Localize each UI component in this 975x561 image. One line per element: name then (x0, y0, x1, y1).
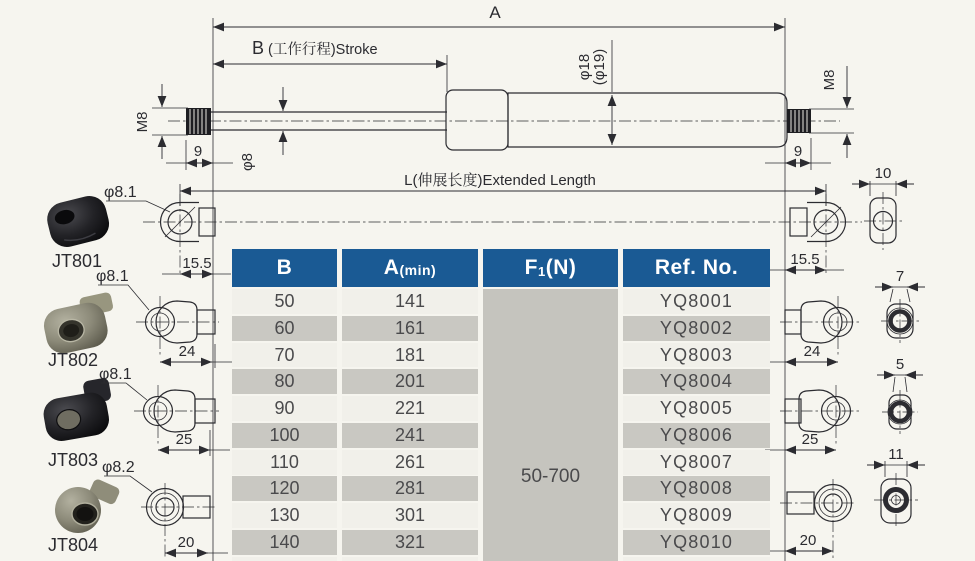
dim-label-9-left: 9 (193, 143, 203, 160)
table-cell: 100 (232, 423, 337, 448)
header-b-label: B (276, 256, 293, 279)
end-view-3 (877, 375, 923, 434)
header-f-sub-label: 1 (537, 264, 546, 279)
dim-label-25-right: 25 (801, 431, 819, 448)
leader-jt801 (106, 201, 170, 212)
table-cell: 120 (232, 476, 337, 501)
fitting-label-jt804: JT804 (48, 535, 99, 555)
table-cell: 80 (232, 369, 337, 394)
table-cell-partial (342, 557, 478, 561)
table-cell: YQ8002 (623, 316, 770, 341)
header-f-rest-label: (N) (545, 256, 577, 279)
table-cell: YQ8005 (623, 396, 770, 421)
dim-label-15-5-left: 15.5 (182, 255, 212, 272)
table-cell: 221 (342, 396, 478, 421)
header-a-sub-label: (min) (399, 261, 437, 278)
table-cell: 110 (232, 450, 337, 475)
column-header-b (232, 249, 337, 287)
force-range-merged-cell (483, 289, 618, 561)
column-header-f1 (483, 249, 618, 287)
table-cell: YQ8008 (623, 476, 770, 501)
hole-dia-label-jt801: φ8.1 (104, 184, 137, 201)
table-cell: 281 (342, 476, 478, 501)
cylinder-body (446, 90, 787, 150)
dim-label-9-right: 9 (793, 143, 803, 160)
header-ref-label: Ref. No. (654, 256, 739, 279)
table-cell: YQ8004 (623, 369, 770, 394)
hole-dia-label-jt802: φ8.1 (96, 268, 129, 285)
table-cell: 161 (342, 316, 478, 341)
dim-label-b-rest: (工作行程)Stroke (268, 42, 378, 58)
table-column-ref-no (623, 249, 770, 561)
dim-m8-left (152, 84, 188, 159)
dim-label-5: 5 (895, 356, 905, 373)
table-column-f1 (483, 249, 618, 561)
table-cell: 241 (342, 423, 478, 448)
table-cell-partial (232, 557, 337, 561)
table-cell: YQ8009 (623, 503, 770, 528)
end-view-1 (852, 181, 914, 250)
header-f-label: F (524, 256, 538, 279)
end-view-2 (875, 287, 925, 343)
fitting-label-jt802: JT802 (48, 350, 99, 370)
fitting-photo-jt802 (40, 292, 121, 357)
fitting-photo-jt803 (39, 377, 117, 443)
table-cell: YQ8006 (623, 423, 770, 448)
table-cell: 141 (342, 289, 478, 314)
dim-label-7: 7 (895, 268, 905, 285)
table-cell: YQ8007 (623, 450, 770, 475)
dim-label-l: L(伸展长度)Extended Length (404, 172, 596, 189)
table-cell: 321 (342, 530, 478, 555)
dim-label-phi8: φ8 (239, 152, 256, 172)
force-range-value: 50-700 (520, 466, 581, 487)
table-cell: 181 (342, 343, 478, 368)
table-cell: 140 (232, 530, 337, 555)
thread-stud-left (186, 108, 211, 135)
dim-label-24-right: 24 (803, 343, 821, 360)
end-view-4 (867, 461, 925, 527)
hole-dia-label-jt803: φ8.1 (99, 366, 132, 383)
table-cell: YQ8010 (623, 530, 770, 555)
dim-label-m8-right: M8 (821, 69, 838, 91)
column-header-ref-no (623, 249, 770, 287)
dim-label-m8-left: M8 (134, 111, 151, 133)
table-cell: 60 (232, 316, 337, 341)
table-cell: 201 (342, 369, 478, 394)
fitting-label-jt801: JT801 (52, 251, 103, 271)
dim-label-phi18: φ18 (576, 53, 593, 81)
dim-label-b-prefix: B (252, 38, 265, 58)
table-cell: YQ8003 (623, 343, 770, 368)
dim-label-a: A (489, 3, 501, 22)
hole-dia-label-jt804: φ8.2 (102, 459, 135, 476)
table-cell: 130 (232, 503, 337, 528)
dim-label-11: 11 (888, 446, 904, 463)
top-view-gas-spring (134, 3, 854, 171)
table-cell: 90 (232, 396, 337, 421)
table-cell: YQ8001 (623, 289, 770, 314)
fitting-photo-jt804 (55, 478, 121, 533)
dim-label-24-left: 24 (178, 343, 196, 360)
dim-label-phi19: (φ19) (591, 48, 608, 86)
table-column-a-min (342, 249, 478, 561)
dim-label-20-right: 20 (799, 532, 817, 549)
table-cell: 301 (342, 503, 478, 528)
header-a-label: A (383, 256, 400, 279)
table-cell: 70 (232, 343, 337, 368)
table-cell-partial (623, 557, 770, 561)
fitting-label-jt803: JT803 (48, 450, 99, 470)
dim-label-20-left: 20 (177, 534, 195, 551)
dim-label-25-left: 25 (175, 431, 193, 448)
table-cell: 50 (232, 289, 337, 314)
dim-label-10: 10 (874, 165, 892, 182)
table-column-b (232, 249, 337, 561)
fitting-photo-jt801 (44, 192, 113, 250)
column-header-a-min (342, 249, 478, 287)
thread-stud-right (787, 109, 811, 133)
table-cell: 261 (342, 450, 478, 475)
dim-label-15-5-right: 15.5 (790, 251, 820, 268)
